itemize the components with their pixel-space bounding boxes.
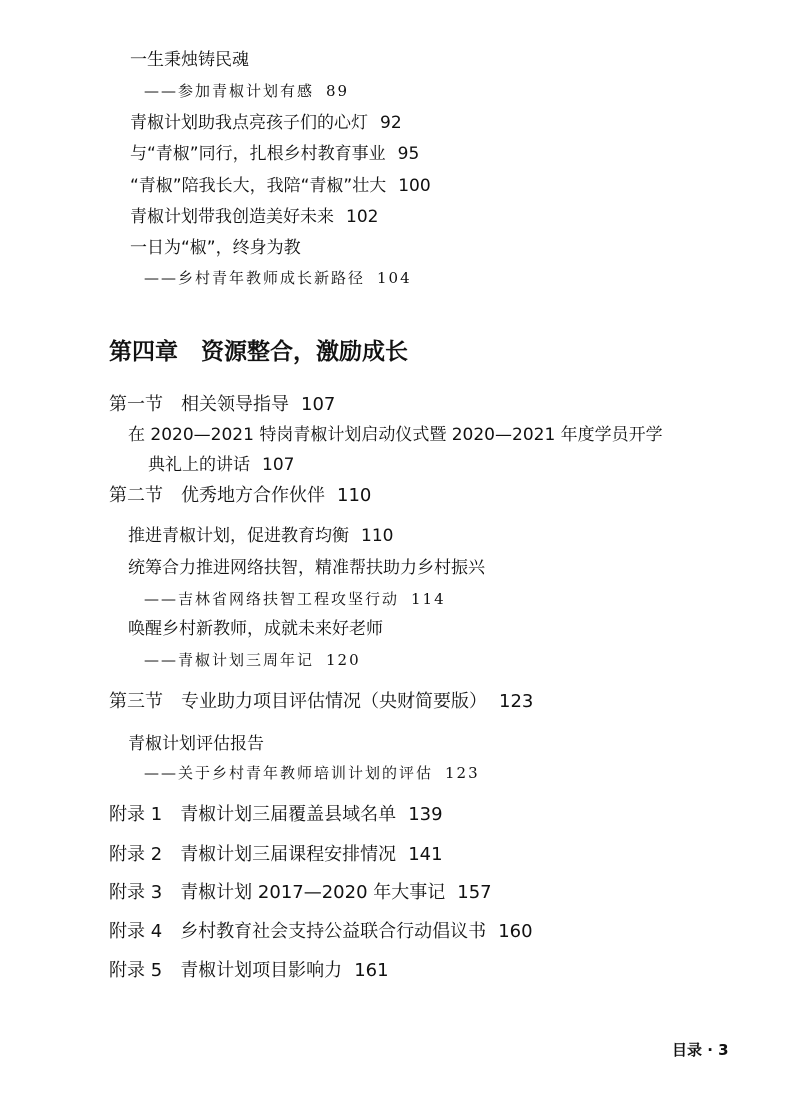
page-footer: 目录 · 3 [672, 1041, 729, 1059]
page-number: 110 [337, 485, 372, 506]
page-number: 123 [445, 764, 480, 782]
section-heading: 第三节 专业助力项目评估情况（央财简要版） 123 [109, 691, 534, 712]
toc-entry-title: 在 2020—2021 特岗青椒计划启动仪式暨 2020—2021 年度学员开学 [128, 425, 663, 445]
page-number: 89 [326, 82, 350, 100]
toc-entry-subtitle: ——青椒计划三周年记 120 [144, 651, 361, 669]
page-number: 160 [498, 921, 533, 942]
toc-entry: 与“青椒”同行，扎根乡村教育事业 95 [130, 144, 420, 164]
page-number: 161 [354, 960, 389, 981]
toc-entry-title: 一日为“椒”，终身为教 [130, 238, 301, 258]
page-number: 120 [326, 651, 361, 669]
toc-entry: 推进青椒计划，促进教育均衡 110 [128, 526, 394, 546]
toc-entry-subtitle: ——参加青椒计划有感 89 [144, 82, 350, 100]
toc-entry: 典礼上的讲话 107 [148, 455, 295, 475]
page-number: 114 [411, 590, 446, 608]
page-number: 139 [408, 804, 443, 825]
page-number: 110 [361, 526, 394, 546]
section-heading: 第二节 优秀地方合作伙伴 110 [109, 485, 372, 506]
page-number: 100 [398, 176, 431, 196]
page-number: 102 [346, 207, 379, 227]
page-number: 92 [380, 113, 402, 133]
appendix-entry: 附录 3 青椒计划 2017—2020 年大事记 157 [109, 882, 492, 903]
toc-entry: 青椒计划带我创造美好未来 102 [130, 207, 379, 227]
page-number: 141 [408, 844, 443, 865]
toc-entry-title: 唤醒乡村新教师，成就未来好老师 [128, 619, 383, 639]
appendix-entry: 附录 5 青椒计划项目影响力 161 [109, 960, 389, 981]
toc-entry-title: 青椒计划评估报告 [128, 734, 264, 754]
appendix-entry: 附录 4 乡村教育社会支持公益联合行动倡议书 160 [109, 921, 533, 942]
toc-entry-subtitle: ——吉林省网络扶智工程攻坚行动 114 [144, 590, 446, 608]
section-heading: 第一节 相关领导指导 107 [109, 394, 336, 415]
toc-entry-subtitle: ——关于乡村青年教师培训计划的评估 123 [144, 764, 480, 782]
page-number: 123 [499, 691, 534, 712]
appendix-entry: 附录 1 青椒计划三届覆盖县域名单 139 [109, 804, 443, 825]
toc-entry-title: 统筹合力推进网络扶智，精准帮扶助力乡村振兴 [128, 558, 485, 578]
page-number: 104 [377, 269, 412, 287]
appendix-entry: 附录 2 青椒计划三届课程安排情况 141 [109, 844, 443, 865]
page-number: 157 [457, 882, 492, 903]
page-number: 107 [301, 394, 336, 415]
toc-entry: “青椒”陪我长大，我陪“青椒”壮大 100 [130, 176, 431, 196]
toc-entry-subtitle: ——乡村青年教师成长新路径 104 [144, 269, 412, 287]
page-number: 95 [397, 144, 420, 164]
page-number: 107 [262, 455, 295, 475]
chapter-heading: 第四章 资源整合，激励成长 [109, 339, 408, 365]
toc-entry-title: 一生秉烛铸民魂 [130, 50, 249, 70]
toc-entry: 青椒计划助我点亮孩子们的心灯 92 [130, 113, 402, 133]
